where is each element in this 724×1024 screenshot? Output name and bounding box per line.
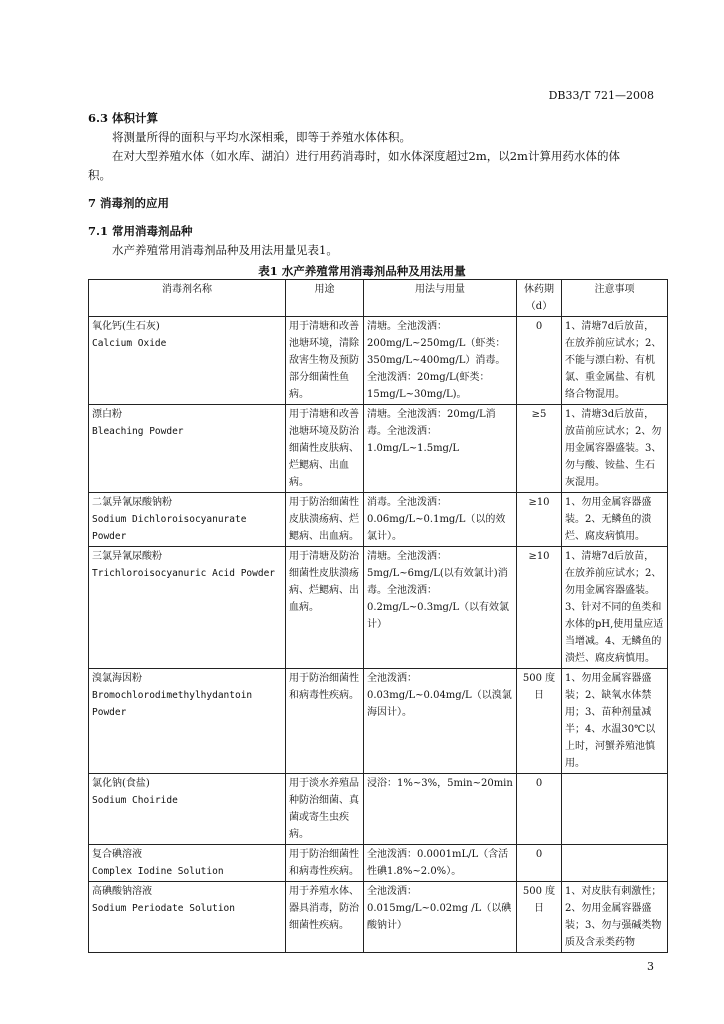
header-use: 用途 [286,280,364,317]
section-7-1-heading: 7.1 常用消毒剂品种 [88,224,193,238]
cell-name [89,547,286,669]
table-row [89,669,668,774]
section-6-3-para1: 将测量所得的面积与平均水深相乘，即等于养殖水体体积。 [112,130,411,144]
name-cn: 漂白粉 [92,409,122,420]
cell-dosage: 清塘。全池泼洒：5mg/L~6mg/L(以有效氯计)消毒。全池泼洒：0.2mg/L~0.3mg/L（以有效氯计） [364,547,517,669]
cell-notes [562,774,668,845]
cell-use: 用于防治细菌性和病毒性疾病。 [286,845,364,882]
cell-dosage: 清塘。全池泼洒：20mg/L消毒。全池泼洒：1.0mg/L~1.5mg/L [364,405,517,493]
cell-withdrawal: 500 度日 [517,669,562,774]
name-cn: 溴氯海因粉 [92,673,142,684]
cell-name [89,669,286,774]
table-row [89,317,668,405]
name-en: Sodium Choiride [92,795,178,806]
cell-withdrawal: ≥10 [517,493,562,547]
name-cn: 高碘酸钠溶液 [92,886,152,897]
cell-withdrawal: 0 [517,317,562,405]
section-6-3-heading: 6.3 体积计算 [88,111,159,125]
name-cn: 氯化钠(食盐) [92,778,150,789]
cell-withdrawal: ≥5 [517,405,562,493]
cell-name [89,845,286,882]
section-6-3-para2-line1: 在对大型养殖水体（如水库、湖泊）进行用药消毒时，如水体深度超过2m，以2m计算用药水体的体 [112,149,620,163]
header-dosage: 用法与用量 [364,280,517,317]
cell-use: 用于防治细菌性和病毒性疾病。 [286,669,364,774]
name-cn: 三氯异氰尿酸粉 [92,551,162,562]
header-name: 消毒剂名称 [89,280,286,317]
name-cn: 二氯异氰尿酸钠粉 [92,497,172,508]
cell-use: 用于清塘和改善池塘环境，清除敌害生物及预防部分细菌性鱼病。 [286,317,364,405]
cell-withdrawal: 0 [517,774,562,845]
table-row [89,774,668,845]
cell-dosage: 浸浴：1%~3%，5min~20min [364,774,517,845]
cell-notes [562,845,668,882]
cell-notes: 1、勿用金属容器盛装。2、无鳞鱼的溃烂、腐皮病慎用。 [562,493,668,547]
section-7-1-para: 水产养殖常用消毒剂品种及用法用量见表1。 [112,243,338,257]
header-withdrawal-a: 休药期 [524,284,554,295]
name-cn: 氧化钙(生石灰) [92,321,160,332]
cell-name [89,882,286,953]
cell-notes: 1、清塘7d后放苗，在放养前应试水；2、勿用金属容器盛装。3、针对不同的鱼类和水体的pH,使用量应适当增减。4、无鳞鱼的溃烂、腐皮病慎用。 [562,547,668,669]
cell-use: 用于清塘及防治细菌性皮肤溃疡病、烂鳃病、出血病。 [286,547,364,669]
cell-use: 用于淡水养殖品种防治细菌、真菌或寄生虫疾病。 [286,774,364,845]
name-en: Bleaching Powder [92,426,184,437]
disinfectant-table [88,279,668,953]
cell-use: 用于清塘和改善池塘环境及防治细菌性皮肤病、烂鳃病、出血病。 [286,405,364,493]
cell-dosage: 全池泼洒：0.03mg/L~0.04mg/L（以溴氯海因计）。 [364,669,517,774]
cell-use: 用于养殖水体、器具消毒，防治细菌性疾病。 [286,882,364,953]
name-en: Complex Iodine Solution [92,866,224,877]
cell-dosage: 清塘。全池泼洒：200mg/L~250mg/L（虾类：350mg/L~400mg/L）消毒。全池泼洒：20mg/L(虾类：15mg/L~30mg/L)。 [364,317,517,405]
section-6-3-para2-line2: 积。 [88,168,111,182]
header-withdrawal [517,280,562,317]
cell-withdrawal: 500 度日 [517,882,562,953]
name-en: Bromochlorodimethylhydantoin Powder [92,690,253,718]
name-en: Trichloroisocyanuric Acid Powder [92,568,276,579]
cell-name [89,774,286,845]
table-header-row [89,280,668,317]
header-withdrawal-b: （d） [525,301,553,312]
table-caption: 表1 水产养殖常用消毒剂品种及用法用量 [258,264,466,278]
cell-name [89,317,286,405]
table-row [89,882,668,953]
cell-notes: 1、勿用金属容器盛装；2、缺氧水体禁用；3、苗种剂量减半；4、水温30℃以上时，河蟹养殖池慎用。 [562,669,668,774]
header-notes: 注意事项 [562,280,668,317]
cell-notes: 1、清塘3d后放苗，放苗前应试水；2、勿用金属容器盛装。3、勿与酸、铵盐、生石灰混用。 [562,405,668,493]
table-row [89,405,668,493]
cell-use: 用于防治细菌性皮肤溃疡病、烂鳃病、出血病。 [286,493,364,547]
standard-number: DB33/T 721—2008 [548,89,654,102]
name-en: Sodium Dichloroisocyanurate Powder [92,514,247,542]
table-row [89,845,668,882]
table-row [89,493,668,547]
cell-name [89,405,286,493]
cell-dosage: 全池泼洒：0.015mg/L~0.02mg /L（以碘酸钠计） [364,882,517,953]
name-en: Calcium Oxide [92,338,167,349]
cell-dosage: 消毒。全池泼洒：0.06mg/L~0.1mg/L（以的效氯计）。 [364,493,517,547]
cell-name [89,493,286,547]
name-cn: 复合碘溶液 [92,849,142,860]
page-number: 3 [647,960,654,973]
table-row [89,547,668,669]
cell-dosage: 全池泼洒：0.0001mL/L（含活性碘1.8%~2.0%）。 [364,845,517,882]
cell-withdrawal: ≥10 [517,547,562,669]
cell-notes: 1、清塘7d后放苗，在放养前应试水；2、不能与漂白粉、有机氯、重金属盐、有机络合物混用。 [562,317,668,405]
cell-withdrawal: 0 [517,845,562,882]
section-7-heading: 7 消毒剂的应用 [88,196,170,210]
cell-notes: 1、对皮肤有刺激性；2、勿用金属容器盛装；3、勿与强碱类物质及含汞类药物 [562,882,668,953]
name-en: Sodium Periodate Solution [92,903,235,914]
